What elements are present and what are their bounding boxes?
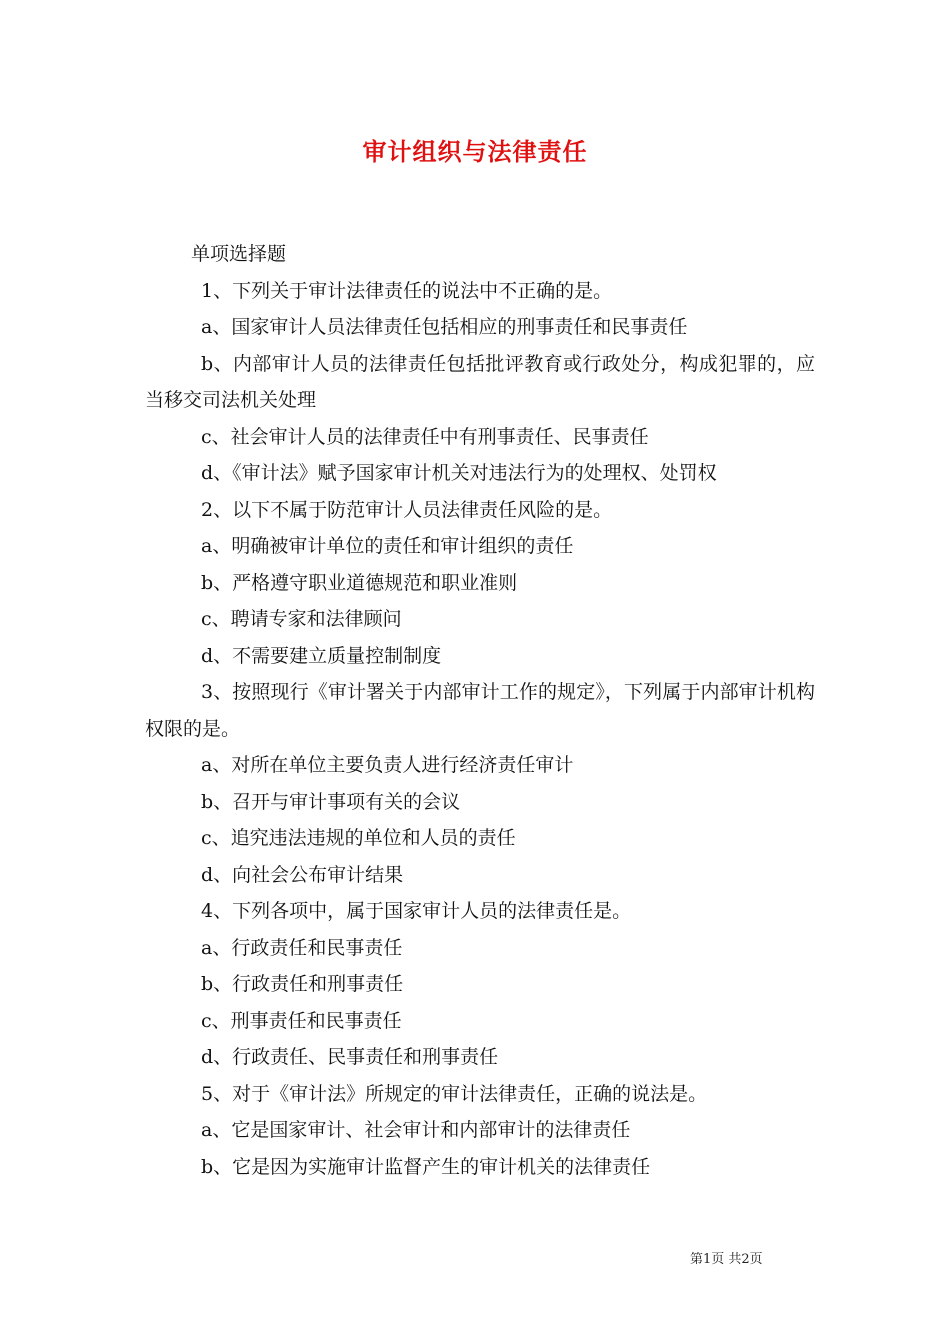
question-4: 4、下列各项中，属于国家审计人员的法律责任是。 xyxy=(201,900,632,922)
question-1-option-a: a、国家审计人员法律责任包括相应的刑事责任和民事责任 xyxy=(201,316,688,338)
question-1-option-b: b、内部审计人员的法律责任包括批评教育或行政处分，构成犯罪的，应当移交司法机关处理 xyxy=(145,352,815,411)
question-4-option-b: b、行政责任和刑事责任 xyxy=(201,973,404,995)
question-2-option-b: b、严格遵守职业道德规范和职业准则 xyxy=(201,571,518,594)
question-3-option-b: b、召开与审计事项有关的会议 xyxy=(201,790,461,813)
question-1-option-c: c、社会审计人员的法律责任中有刑事责任、民事责任 xyxy=(201,425,649,448)
question-5-option-a: a、它是国家审计、社会审计和内部审计的法律责任 xyxy=(201,1119,631,1141)
question-4-option-d: d、行政责任、民事责任和刑事责任 xyxy=(201,1046,499,1068)
question-2-option-a: a、明确被审计单位的责任和审计组织的责任 xyxy=(201,535,574,557)
question-2-option-c: c、聘请专家和法律顾问 xyxy=(201,608,402,630)
question-3-option-c: c、追究违法违规的单位和人员的责任 xyxy=(201,827,516,849)
page-number-footer: 第1页 共2页 xyxy=(690,1252,763,1267)
question-3-option-d: d、向社会公布审计结果 xyxy=(201,863,404,886)
question-2-option-d: d、不需要建立质量控制制度 xyxy=(201,644,442,667)
question-1: 1、下列关于审计法律责任的说法中不正确的是。 xyxy=(201,279,613,302)
question-3: 3、按照现行《审计署关于内部审计工作的规定》，下列属于内部审计机构权限的是。 xyxy=(145,681,815,740)
section-heading: 单项选择题 xyxy=(191,243,287,265)
question-3-option-a: a、对所在单位主要负责人进行经济责任审计 xyxy=(201,754,574,776)
document-title: 审计组织与法律责任 xyxy=(362,137,588,166)
question-4-option-c: c、刑事责任和民事责任 xyxy=(201,1009,402,1032)
question-5-option-b: b、它是因为实施审计监督产生的审计机关的法律责任 xyxy=(201,1155,651,1178)
question-4-option-a: a、行政责任和民事责任 xyxy=(201,936,403,959)
document-body xyxy=(145,236,815,1185)
question-2: 2、以下不属于防范审计人员法律责任风险的是。 xyxy=(201,498,613,521)
question-5: 5、对于《审计法》所规定的审计法律责任，正确的说法是。 xyxy=(201,1082,708,1105)
question-1-option-d: d、《审计法》赋予国家审计机关对违法行为的处理权、处罚权 xyxy=(201,462,717,484)
